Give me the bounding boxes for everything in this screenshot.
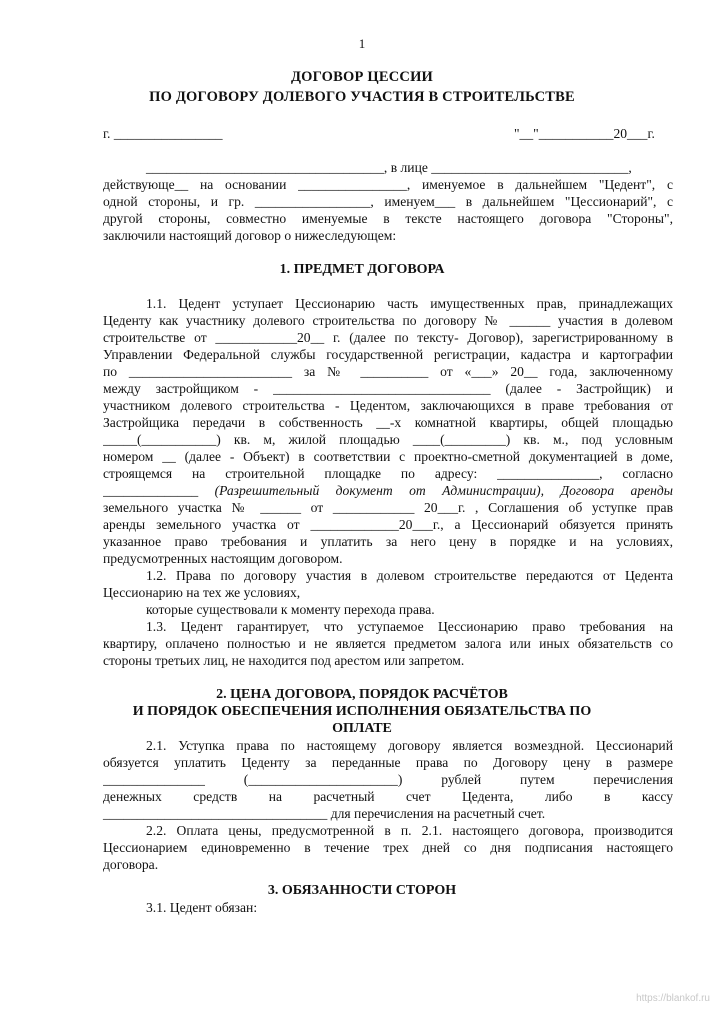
intro-line: другой стороны, совместно именуемые в тексте настоящего договора "Стороны", — [103, 211, 673, 226]
section-1-heading: 1. ПРЕДМЕТ ДОГОВОРА — [279, 262, 445, 277]
clause-1-1-line: указанное право требования и уплатить за него цену в порядке и на условиях, — [103, 534, 673, 549]
section-2-heading: ОПЛАТЕ — [332, 721, 392, 736]
clause-2-1-line: денежных средств на расчетный счет Цедента, либо в кассу — [103, 789, 673, 804]
clause-1-1-line: строящемся на строительной площадке по адресу: _______________, согласно — [103, 466, 673, 481]
clause-3-1-line: 3.1. Цедент обязан: — [146, 900, 258, 915]
date-field: "__"___________20___г. — [514, 126, 655, 141]
clause-2-2-line: Цессионарием единовременно в течение трех дней со дня подписания настоящего — [103, 840, 673, 855]
clause-1-1-line: земельного участка № ______ от ____________ 20___г. , Соглашения об уступке прав — [103, 500, 673, 515]
intro-line: ___________________________________, в лице _____________________________, — [146, 160, 632, 175]
page-number: 1 — [358, 36, 366, 51]
clause-2-1-line: обязуется уплатить Цеденту за переданные права по Договору цену в размере — [103, 755, 673, 770]
clause-1-1-line: 1.1. Цедент уступает Цессионарию часть имущественных прав, принадлежащих — [146, 296, 673, 311]
clause-1-3-line: стороны третьих лиц, не находится под арестом или запретом. — [103, 653, 465, 668]
clause-1-3-line: квартиру, оплачено полностью и не является предметом залога или иных обязательств со — [103, 636, 673, 651]
clause-2-1-line: _______________ (______________________) рублей путем перечисления — [103, 772, 673, 787]
clause-1-1-line: _____(___________) кв. м, жилой площадью ____(_________) кв. м., под условным — [103, 432, 673, 447]
clause-2-2-line: 2.2. Оплата цены, предусмотренной в п. 2.1. настоящего договора, производится — [146, 823, 673, 838]
clause-1-1-line: между застройщиком - ________________________________ (далее - Застройщик) и — [103, 381, 673, 396]
intro-line: действующе__ на основании ________________, именуемое в дальнейшем "Цедент", с — [103, 177, 673, 192]
clause-1-1-line: Управлении Федеральной службы государственной регистрации, кадастра и картографии — [103, 347, 673, 362]
contract-subtitle: ПО ДОГОВОРУ ДОЛЕВОГО УЧАСТИЯ В СТРОИТЕЛЬСТВЕ — [149, 89, 575, 105]
clause-1-1-line: номером __ (далее - Объект) в соответствии с проектно-сметной документацией в доме, — [103, 449, 673, 464]
clause-1-2-line: которые существовали к моменту перехода права. — [146, 602, 435, 617]
clause-2-1-line: 2.1. Уступка права по настоящему договору является возмездной. Цессионарий — [146, 738, 673, 753]
section-3-heading: 3. ОБЯЗАННОСТИ СТОРОН — [267, 883, 457, 898]
intro-line: одной стороны, и гр. _________________, именуем___ в дальнейшем "Цессионарий", с — [103, 194, 673, 209]
clause-1-3-line: 1.3. Цедент гарантирует, что уступаемое Цессионарию право требования на — [146, 619, 673, 634]
contract-title: ДОГОВОР ЦЕССИИ — [290, 69, 434, 85]
clause-2-2-line: договора. — [103, 857, 159, 872]
clause-1-1-line: по ________________________ за № __________ от «___» 20__ года, заключенному — [103, 364, 673, 379]
city-field: г. ________________ — [103, 126, 223, 141]
clause-1-2-line: Цессионарию на тех же условиях, — [103, 585, 301, 600]
clause-1-1-line: участником долевого строительства - Цедентом, заключающихся в праве требования от — [103, 398, 673, 413]
clause-2-1-line: _________________________________ для перечисления на расчетный счет. — [103, 806, 546, 821]
clause-1-1-line: ______________ (Разрешительный документ от Администрации), Договора аренды — [103, 483, 673, 498]
clause-1-1-line: аренды земельного участка от _____________20___г., а Цессионарий обязуется принять — [103, 517, 673, 532]
clause-1-1-line: Цеденту как участнику долевого строительства по договору № ______ участия в долевом — [103, 313, 673, 328]
clause-1-1-line: строительстве от ____________20__ г. (далее по тексту- Договор), зарегистрированному в — [103, 330, 673, 345]
clause-1-1-line: предусмотренных настоящим договором. — [103, 551, 343, 566]
section-2-heading: 2. ЦЕНА ДОГОВОРА, ПОРЯДОК РАСЧЁТОВ — [216, 687, 508, 702]
watermark-url: https://blankof.ru — [636, 993, 710, 1004]
intro-line: заключили настоящий договор о нижеследующем: — [103, 228, 397, 243]
clause-1-1-line: Застройщика передачи в собственность __-х комнатной квартиры, общей площадью — [103, 415, 673, 430]
section-2-heading: И ПОРЯДОК ОБЕСПЕЧЕНИЯ ИСПОЛНЕНИЯ ОБЯЗАТЕЛЬСТВА ПО — [132, 704, 592, 719]
clause-1-2-line: 1.2. Права по договору участия в долевом строительстве передаются от Цедента — [146, 568, 673, 583]
